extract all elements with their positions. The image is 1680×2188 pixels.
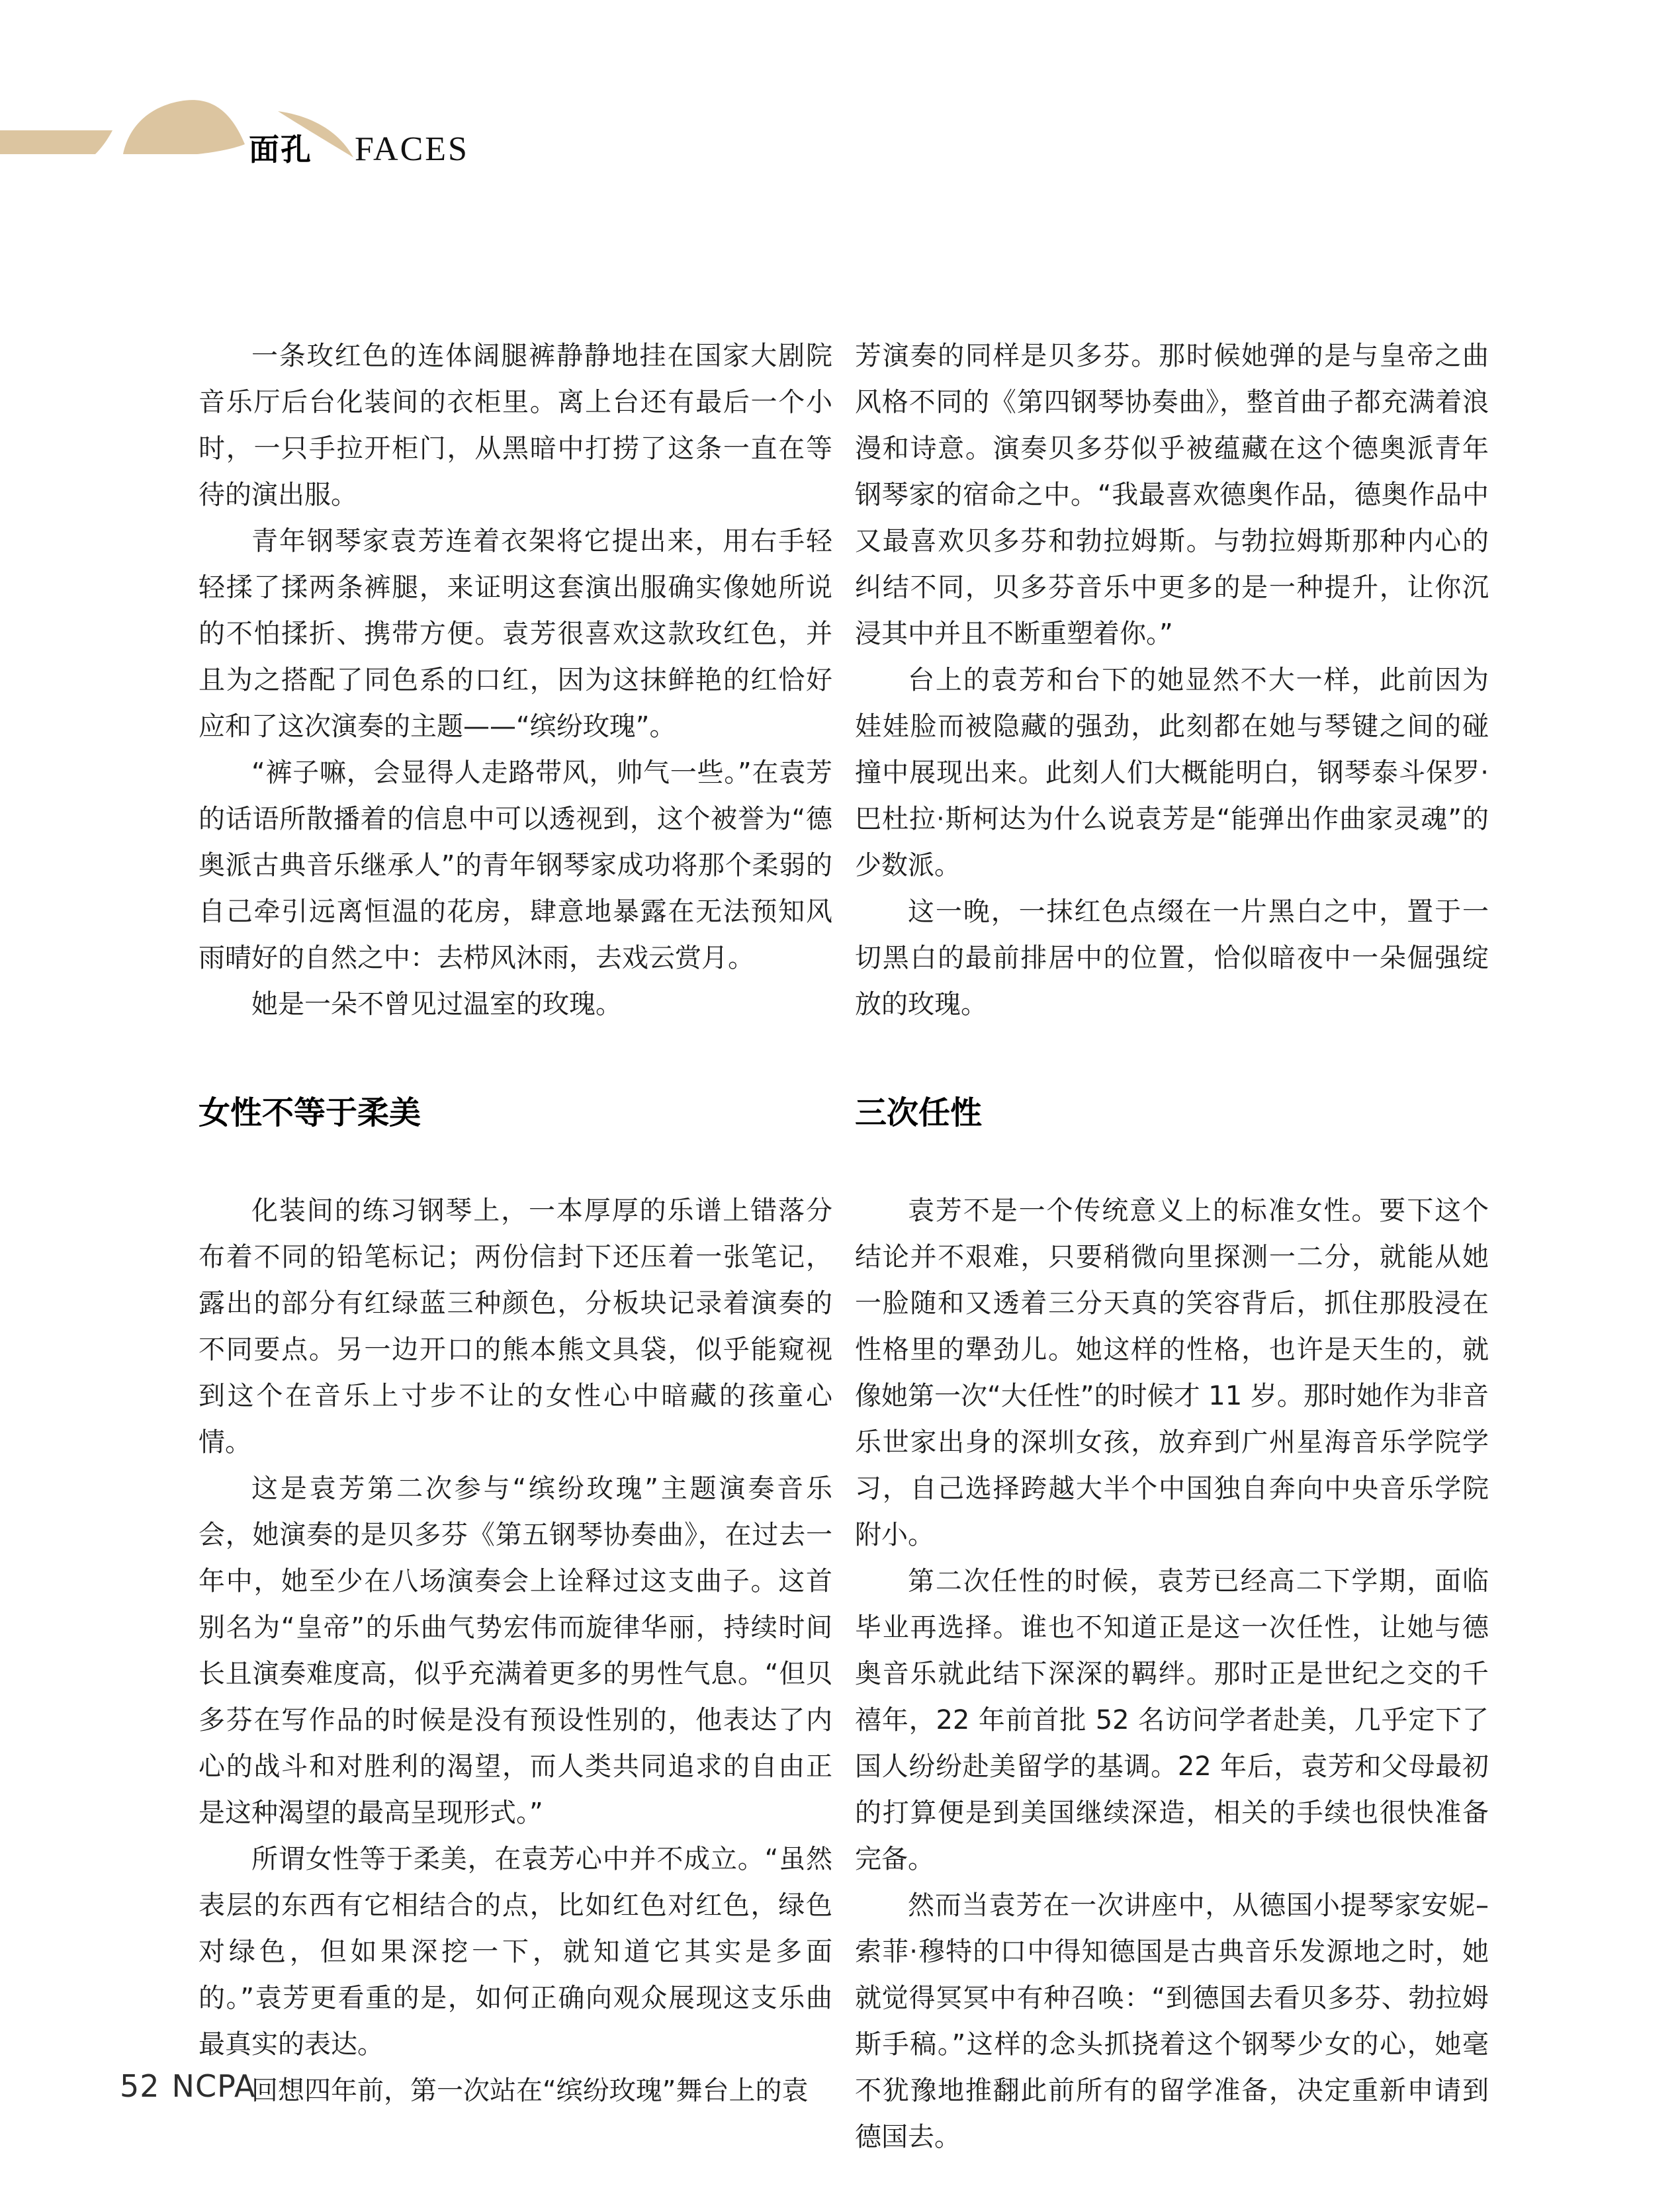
section-title-cn: 面孔 xyxy=(249,132,312,167)
header-hill-shape xyxy=(123,100,245,154)
paragraph: 她是一朵不曾见过温室的玫瑰。 xyxy=(251,989,622,1020)
paragraph: 然而当袁芳在一次讲座中，从德国小提琴家安妮–索菲·穆特的口中得知德国是古典音乐发源地之时，她就觉得冥冥中有种召唤：“到德国去看贝多芬、勃拉姆斯手稿。”这样的念头抓挠着这个钢琴少女的心，她毫不犹豫地推翻此前所有的留学准备，决定重新申请到德国去。 xyxy=(855,1890,1489,2152)
paragraph: 青年钢琴家袁芳连着衣架将它提出来，用右手轻轻揉了揉两条裤腿，来证明这套演出服确实像她所说的不怕揉折、携带方便。袁芳很喜欢这款玫红色，并且为之搭配了同色系的口红，因为这抹鲜艳的红恰好应和了这次演奏的主题——“缤纷玫瑰”。 xyxy=(199,526,832,742)
paragraph: 这一晚，一抹红色点缀在一片黑白之中，置于一切黑白的最前排居中的位置，恰似暗夜中一朵倔强绽放的玫瑰。 xyxy=(855,897,1489,1020)
header-bar-shape xyxy=(0,130,112,154)
section-heading-right: 三次任性 xyxy=(855,1094,983,1131)
paragraph: 回想四年前，第一次站在“缤纷玫瑰”舞台上的袁 xyxy=(251,2076,809,2106)
paragraph: 第二次任性的时候，袁芳已经高二下学期，面临毕业再选择。谁也不知道正是这一次任性，让她与德奥音乐就此结下深深的羁绊。那时正是世纪之交的千禧年，22 年前首批 52 名访问学者赴美，几乎定下了国人纷纷赴美留学的基调。22 年后，袁芳和父母最初的打算便是到美国继续深造，相关的手续也很快准备完备。 xyxy=(855,1566,1489,1874)
page-footer xyxy=(120,2068,255,2105)
page-number: 52 xyxy=(120,2068,160,2104)
paragraph: 所谓女性等于柔美，在袁芳心中并不成立。“虽然表层的东西有它相结合的点，比如红色对红色，绿色对绿色，但如果深挖一下，就知道它其实是多面的。”袁芳更看重的是，如何正确向观众展现这支乐曲最真实的表达。 xyxy=(199,1844,832,2060)
paragraph: 芳演奏的同样是贝多芬。那时候她弹的是与皇帝之曲风格不同的《第四钢琴协奏曲》，整首曲子都充满着浪漫和诗意。演奏贝多芬似乎被蕴藏在这个德奥派青年钢琴家的宿命之中。“我最喜欢德奥作品，德奥作品中又最喜欢贝多芬和勃拉姆斯。与勃拉姆斯那种内心的纠结不同，贝多芬音乐中更多的是一种提升，让你沉浸其中并且不断重塑着你。” xyxy=(855,341,1489,649)
paragraph: “裤子嘛，会显得人走路带风，帅气一些。”在袁芳的话语所散播着的信息中可以透视到，这个被誉为“德奥派古典音乐继承人”的青年钢琴家成功将那个柔弱的自己牵引远离恒温的花房，肆意地暴露在无法预知风雨晴好的自然之中：去栉风沐雨，去戏云赏月。 xyxy=(199,758,832,973)
left-intro-paragraphs xyxy=(199,333,832,1028)
article-column-left xyxy=(199,333,832,2114)
left-section-paragraphs xyxy=(199,1188,832,2114)
section-title-en: FACES xyxy=(355,130,469,168)
article-column-right xyxy=(855,333,1489,2160)
paragraph: 台上的袁芳和台下的她显然不大一样，此前因为娃娃脸而被隐藏的强劲，此刻都在她与琴键之间的碰撞中展现出来。此刻人们大概能明白，钢琴泰斗保罗·巴杜拉·斯柯达为什么说袁芳是“能弹出作曲家灵魂”的少数派。 xyxy=(855,665,1489,881)
paragraph: 化装间的练习钢琴上，一本厚厚的乐谱上错落分布着不同的铅笔标记；两份信封下还压着一张笔记，露出的部分有红绿蓝三种颜色，分板块记录着演奏的不同要点。另一边开口的熊本熊文具袋，似乎能窥视到这个在音乐上寸步不让的女性心中暗藏的孩童心情。 xyxy=(199,1196,832,1458)
right-section-paragraphs xyxy=(855,1188,1489,2160)
section-heading-left: 女性不等于柔美 xyxy=(199,1094,421,1131)
paragraph: 一条玫红色的连体阔腿裤静静地挂在国家大剧院音乐厅后台化装间的衣柜里。离上台还有最后一个小时，一只手拉开柜门，从黑暗中打捞了这条一直在等待的演出服。 xyxy=(199,341,832,510)
brand-label: NCPA xyxy=(171,2068,256,2104)
paragraph: 这是袁芳第二次参与“缤纷玫瑰”主题演奏音乐会，她演奏的是贝多芬《第五钢琴协奏曲》，在过去一年中，她至少在八场演奏会上诠释过这支曲子。这首别名为“皇帝”的乐曲气势宏伟而旋律华丽，持续时间长且演奏难度高，似乎充满着更多的男性气息。“但贝多芬在写作品的时候是没有预设性别的，他表达了内心的战斗和对胜利的渴望，而人类共同追求的自由正是这种渴望的最高呈现形式。” xyxy=(199,1473,832,1828)
paragraph: 袁芳不是一个传统意义上的标准女性。要下这个结论并不艰难，只要稍微向里探测一二分，就能从她一脸随和又透着三分天真的笑容背后，抓住那股浸在性格里的犟劲儿。她这样的性格，也许是天生的，就像她第一次“大任性”的时候才 11 岁。那时她作为非音乐世家出身的深圳女孩，放弃到广州星海音乐学院学习，自己选择跨越大半个中国独自奔向中央音乐学院附小。 xyxy=(855,1196,1489,1550)
right-intro-paragraphs xyxy=(855,333,1489,1028)
